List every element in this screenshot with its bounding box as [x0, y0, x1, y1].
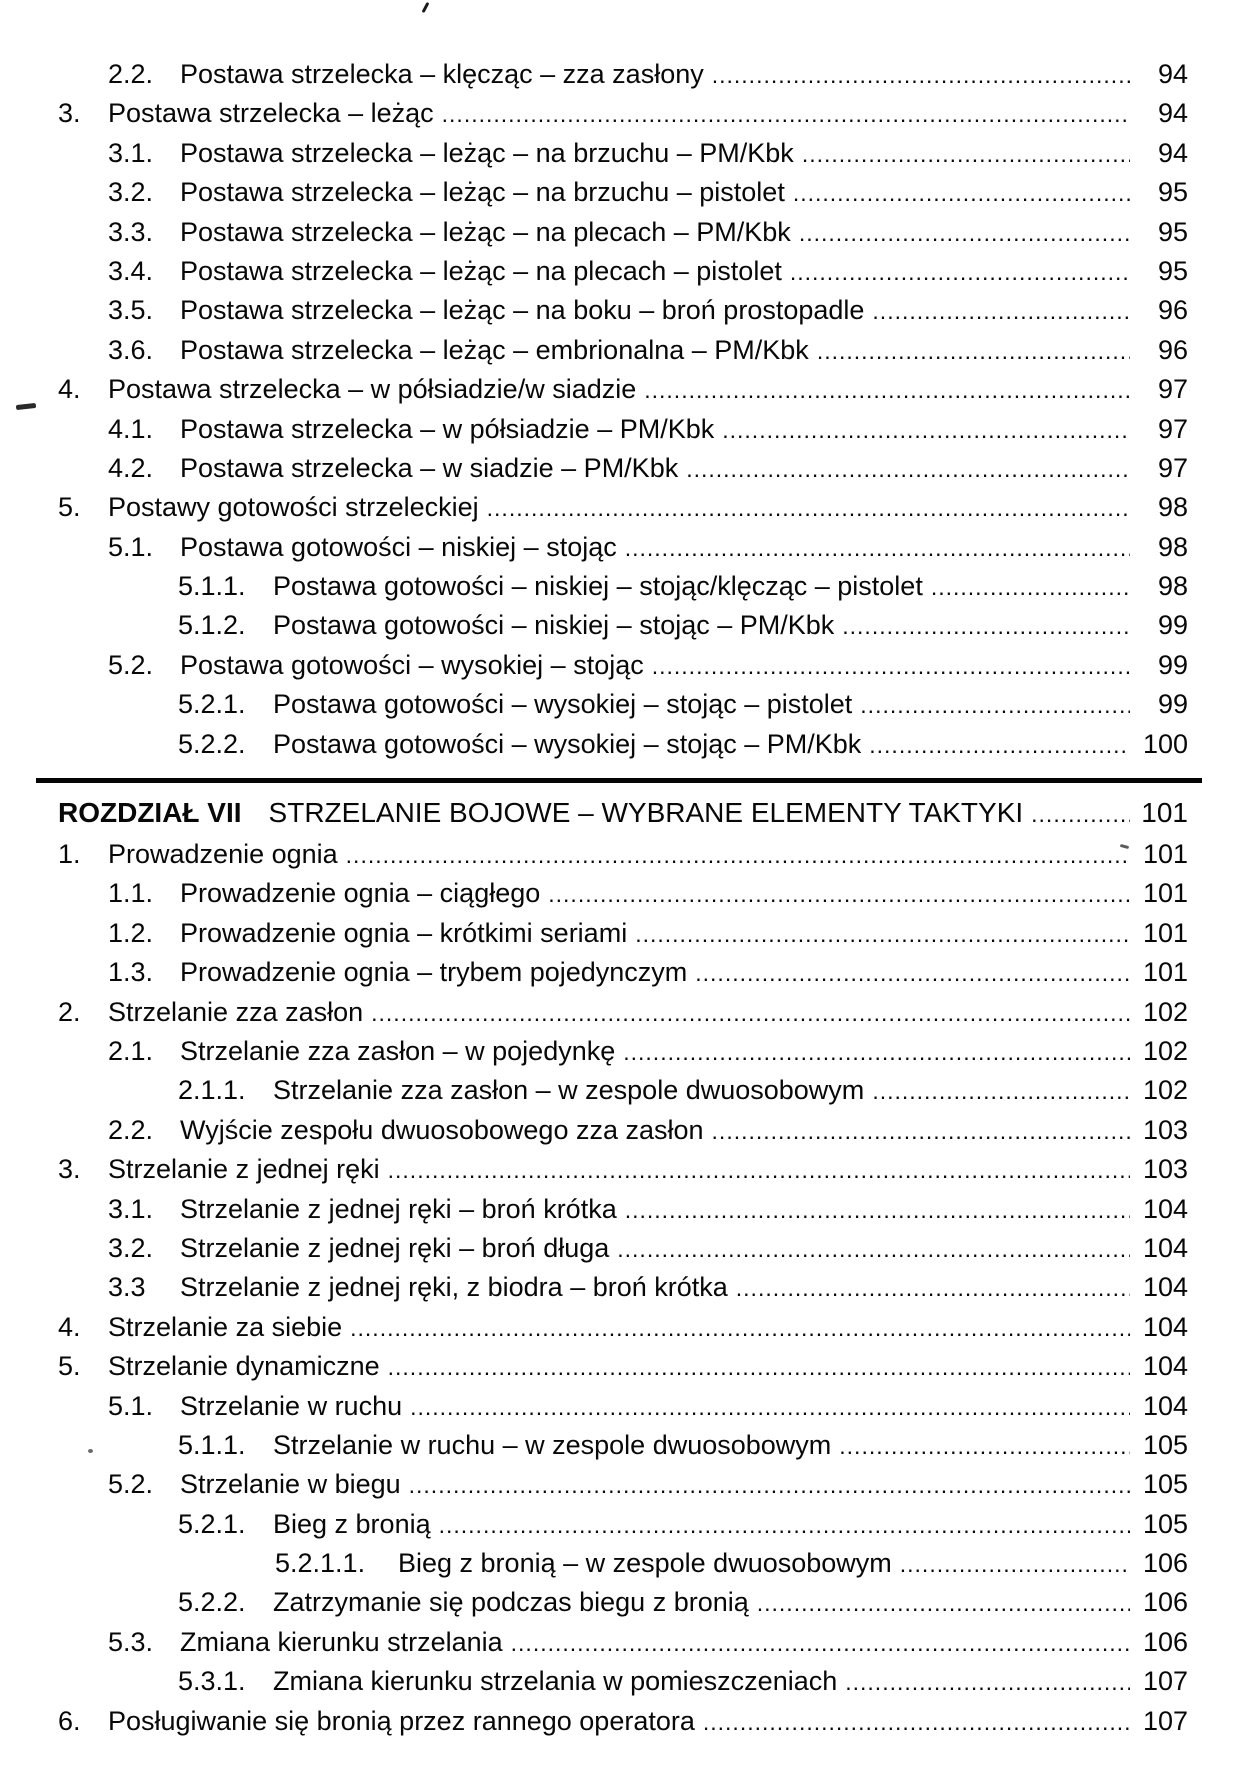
toc-entry: [58, 55, 1188, 94]
toc-entry-number: 3.4.: [108, 255, 154, 286]
toc-entry-number: 5.1.1.: [178, 1429, 246, 1460]
toc-entry: [58, 370, 1188, 409]
dot-leader: [722, 411, 1130, 450]
toc-entry: [58, 94, 1188, 133]
toc-entry-number: 2.1.: [108, 1035, 154, 1066]
toc-entry-title: Postawa gotowości – niskiej – stojąc/klęcząc – pistolet: [273, 571, 923, 602]
toc-entry-page-number: 101: [1142, 839, 1188, 870]
dot-leader: [860, 686, 1130, 725]
toc-entry-title: Postawa gotowości – niskiej – stojąc – PM/Kbk: [273, 610, 835, 641]
toc-entry: [58, 1662, 1188, 1701]
toc-entry-number: 5.2.: [108, 649, 154, 680]
toc-entry: [58, 874, 1188, 913]
toc-entry-page-number: 97: [1157, 374, 1188, 405]
toc-entry-number: 5.: [58, 1351, 81, 1382]
toc-entry-page-number: 101: [1142, 878, 1188, 909]
toc-entry-page-number: 105: [1142, 1469, 1188, 1500]
toc-entry-number: 2.2.: [108, 1114, 154, 1145]
toc-entry-page-number: 95: [1157, 177, 1188, 208]
toc-entry-title: Postawa strzelecka – w siadzie – PM/Kbk: [180, 452, 679, 483]
toc-entry: [58, 1505, 1188, 1544]
toc-entry-page-number: 105: [1142, 1429, 1188, 1460]
toc-entry: [58, 1583, 1188, 1622]
dot-leader: [799, 214, 1130, 253]
toc-entry: [58, 953, 1188, 992]
toc-entry-title: Strzelanie z jednej ręki – broń długa: [180, 1232, 610, 1263]
toc-entry-number: 5.1.: [108, 1390, 154, 1421]
toc-entry: [58, 1544, 1188, 1583]
toc-entry-title: Postawa gotowości – wysokiej – stojąc – pistolet: [273, 689, 853, 720]
toc-entry-number: 3.1.: [108, 1193, 154, 1224]
toc-entry-title: Bieg z bronią – w zespole dwuosobowym: [398, 1548, 892, 1579]
toc-entry-title: Strzelanie za siebie: [108, 1311, 343, 1342]
toc-entry-page-number: 95: [1157, 216, 1188, 247]
toc-entry-title: Wyjście zespołu dwuosobowego zza zasłon: [180, 1114, 704, 1145]
toc-entry-title: Postawa strzelecka – leżąc – embrionalna – PM/Kbk: [180, 334, 809, 365]
scan-artifact-dot: [88, 1449, 93, 1453]
toc-entry-title: Postawa strzelecka – leżąc – na plecach – pistolet: [180, 255, 782, 286]
dot-leader: [931, 568, 1130, 607]
toc-entry-title: Postawa strzelecka – leżąc – na brzuchu – PM/Kbk: [180, 137, 794, 168]
toc-section-before-chapter: [58, 55, 1188, 764]
toc-entry-number: 5.2.2.: [178, 728, 246, 759]
toc-entry: [58, 331, 1188, 370]
toc-entry: [58, 449, 1188, 488]
toc-entry: [58, 725, 1188, 764]
toc-entry-title: Postawa strzelecka – leżąc – na plecach – PM/Kbk: [180, 216, 791, 247]
toc-entry: [58, 1032, 1188, 1071]
toc-entry-title: Postawa gotowości – niskiej – stojąc: [180, 531, 617, 562]
toc-entry-page-number: 107: [1142, 1705, 1188, 1736]
toc-entry-title: Postawa strzelecka – leżąc – na brzuchu – pistolet: [180, 177, 785, 208]
dot-leader: [757, 1584, 1130, 1623]
dot-leader: [712, 1112, 1130, 1151]
toc-entry-number: 1.2.: [108, 917, 154, 948]
toc-entry-page-number: 94: [1157, 137, 1188, 168]
toc-entry: [58, 1308, 1188, 1347]
toc-entry-title: Postawa strzelecka – leżąc – na boku – broń prostopadle: [180, 295, 865, 326]
toc-entry-number: 5.2.2.: [178, 1587, 246, 1618]
toc-entry-number: 5.1.: [108, 531, 154, 562]
toc-entry-number: 5.2.1.: [178, 1508, 246, 1539]
toc-entry: [58, 213, 1188, 252]
toc-entry: [58, 1229, 1188, 1268]
toc-entry: [58, 488, 1188, 527]
toc-entry-number: 2.2.: [108, 59, 154, 89]
toc-entry-page-number: 94: [1157, 98, 1188, 129]
toc-entry: [58, 252, 1188, 291]
toc-entry-page-number: 96: [1157, 334, 1188, 365]
toc-entry-title: Prowadzenie ognia: [108, 839, 338, 870]
toc-entry-number: 4.: [58, 374, 81, 405]
chapter-heading-title: STRZELANIE BOJOWE – WYBRANE ELEMENTY TAKTYKI: [268, 797, 1024, 829]
dot-leader: [644, 371, 1130, 410]
toc-entry-page-number: 95: [1157, 255, 1188, 286]
toc-entry: [58, 1465, 1188, 1504]
dot-leader: [1031, 794, 1130, 834]
dot-leader: [635, 915, 1130, 954]
toc-entry-number: 5.: [58, 492, 81, 523]
toc-entry-number: 3.: [58, 98, 81, 129]
toc-entry-title: Strzelanie zza zasłon – w pojedynkę: [180, 1035, 616, 1066]
toc-entry-page-number: 102: [1142, 1035, 1188, 1066]
toc-entry-page-number: 106: [1142, 1548, 1188, 1579]
toc-entry: [58, 134, 1188, 173]
toc-entry: [58, 1426, 1188, 1465]
toc-entry-page-number: 107: [1142, 1666, 1188, 1697]
toc-entry-number: 1.1.: [108, 878, 154, 909]
toc-entry: [58, 1150, 1188, 1189]
toc-entry-title: Bieg z bronią: [273, 1508, 431, 1539]
toc-entry-title: Postawa gotowości – wysokiej – stojąc: [180, 649, 644, 680]
dot-leader: [487, 489, 1130, 528]
dot-leader: [703, 1703, 1130, 1742]
dot-leader: [712, 56, 1130, 95]
toc-entry-number: 3.1.: [108, 137, 154, 168]
toc-entry-title: Prowadzenie ognia – ciągłego: [180, 878, 541, 909]
toc-entry-number: 6.: [58, 1705, 81, 1736]
chapter-heading-label: ROZDZIAŁ VII: [58, 797, 242, 829]
toc-entry-page-number: 106: [1142, 1626, 1188, 1657]
toc-entry-title: Strzelanie w biegu: [180, 1469, 401, 1500]
toc-entry-title: Postawa strzelecka – leżąc: [108, 98, 434, 129]
dot-leader: [623, 1033, 1130, 1072]
toc-entry-title: Strzelanie zza zasłon – w zespole dwuosobowym: [273, 1075, 865, 1106]
toc-entry-title: Postawa strzelecka – w półsiadzie – PM/Kbk: [180, 413, 715, 444]
dot-leader: [802, 135, 1130, 174]
toc-entry-title: Strzelanie w ruchu: [180, 1390, 403, 1421]
toc-entry-title: Postawa strzelecka – klęcząc – zza zasłony: [180, 59, 704, 89]
toc-entry-page-number: 103: [1142, 1114, 1188, 1145]
toc-entry-number: 3.3: [108, 1272, 146, 1303]
toc-entry-title: Postawy gotowości strzeleckiej: [108, 492, 479, 523]
dot-leader: [511, 1624, 1130, 1663]
toc-entry-page-number: 96: [1157, 295, 1188, 326]
toc-entry-title: Postawa strzelecka – w półsiadzie/w siadzie: [108, 374, 637, 405]
section-divider-rule: [36, 778, 1202, 783]
toc-entry-page-number: 99: [1157, 610, 1188, 641]
toc-entry-page-number: 97: [1157, 452, 1188, 483]
toc-entry-title: Strzelanie dynamiczne: [108, 1351, 380, 1382]
dot-leader: [548, 875, 1130, 914]
toc-entry-title: Strzelanie z jednej ręki, z biodra – broń krótka: [180, 1272, 728, 1303]
toc-entry-page-number: 98: [1157, 531, 1188, 562]
toc-entry-number: 4.2.: [108, 452, 154, 483]
toc-entry-page-number: 97: [1157, 413, 1188, 444]
toc-entry-page-number: 101: [1142, 917, 1188, 948]
toc-entry-page-number: 94: [1157, 59, 1188, 89]
toc-entry-page-number: 102: [1142, 996, 1188, 1027]
toc-entry-page-number: 104: [1142, 1311, 1188, 1342]
dot-leader: [625, 529, 1130, 568]
dot-leader: [686, 450, 1130, 489]
toc-entry: [58, 606, 1188, 645]
toc-entry: [58, 410, 1188, 449]
toc-entry: [58, 1190, 1188, 1229]
toc-entry-number: 5.1.1.: [178, 571, 246, 602]
toc-entry-number: 3.5.: [108, 295, 154, 326]
toc-entry: [58, 646, 1188, 685]
toc-entry: [58, 1268, 1188, 1307]
toc-entry-page-number: 104: [1142, 1193, 1188, 1224]
dot-leader: [842, 607, 1130, 646]
dot-leader: [617, 1230, 1130, 1269]
toc-entry-page-number: 104: [1142, 1232, 1188, 1263]
toc-entry-page-number: 99: [1157, 649, 1188, 680]
toc-entry: [58, 1347, 1188, 1386]
toc-entry-number: 3.2.: [108, 177, 154, 208]
toc-entry-number: 5.1.2.: [178, 610, 246, 641]
toc-entry-page-number: 104: [1142, 1272, 1188, 1303]
toc-entry-title: Strzelanie z jednej ręki – broń krótka: [180, 1193, 617, 1224]
dot-leader: [346, 836, 1130, 875]
toc-entry: [58, 173, 1188, 212]
toc-entry-title: Postawa gotowości – wysokiej – stojąc – PM/Kbk: [273, 728, 862, 759]
toc-entry: [58, 528, 1188, 567]
toc-entry-page-number: 99: [1157, 689, 1188, 720]
dot-leader: [793, 174, 1130, 213]
toc-entry-title: Strzelanie w ruchu – w zespole dwuosobowym: [273, 1429, 832, 1460]
toc-entry: [58, 685, 1188, 724]
toc-entry-number: 2.1.1.: [178, 1075, 246, 1106]
dot-leader: [845, 1663, 1130, 1702]
dot-leader: [872, 292, 1130, 331]
dot-leader: [388, 1348, 1130, 1387]
toc-entry: [58, 1387, 1188, 1426]
toc-entry-number: 2.: [58, 996, 81, 1027]
toc-entry-number: 3.3.: [108, 216, 154, 247]
toc-entry-number: 5.2.: [108, 1469, 154, 1500]
toc-entry-number: 4.1.: [108, 413, 154, 444]
chapter-heading-page-number: 101: [1141, 797, 1188, 829]
toc-entry-number: 3.: [58, 1154, 81, 1185]
dot-leader: [410, 1388, 1130, 1427]
toc-entry: [58, 835, 1188, 874]
toc-entry-title: Posługiwanie się bronią przez rannego operatora: [108, 1705, 695, 1736]
toc-entry-page-number: 104: [1142, 1390, 1188, 1421]
dot-leader: [442, 95, 1130, 134]
dot-leader: [872, 1072, 1130, 1111]
dot-leader: [839, 1427, 1130, 1466]
toc-entry-title: Zmiana kierunku strzelania w pomieszczeniach: [273, 1666, 838, 1697]
toc-entry-title: Strzelanie zza zasłon: [108, 996, 364, 1027]
dot-leader: [736, 1269, 1130, 1308]
toc-entry-page-number: 102: [1142, 1075, 1188, 1106]
dot-leader: [869, 726, 1130, 765]
dot-leader: [817, 332, 1130, 371]
toc-entry-page-number: 105: [1142, 1508, 1188, 1539]
toc-entry-title: Prowadzenie ognia – krótkimi seriami: [180, 917, 628, 948]
toc-entry: [58, 993, 1188, 1032]
toc-entry: [58, 1111, 1188, 1150]
toc-entry-number: 1.3.: [108, 957, 154, 988]
toc-entry-number: 5.2.1.1.: [275, 1548, 366, 1579]
toc-entry-title: Zatrzymanie się podczas biegu z bronią: [273, 1587, 749, 1618]
dot-leader: [652, 647, 1130, 686]
toc-entry-number: 3.2.: [108, 1232, 154, 1263]
dot-leader: [388, 1151, 1130, 1190]
toc-entry-page-number: 103: [1142, 1154, 1188, 1185]
toc-entry-number: 1.: [58, 839, 81, 870]
toc-entry-number: 5.3.: [108, 1626, 154, 1657]
toc-entry-title: Strzelanie z jednej ręki: [108, 1154, 380, 1185]
toc-entry-page-number: 100: [1142, 728, 1188, 759]
toc-entry-page-number: 98: [1157, 492, 1188, 523]
dot-leader: [371, 994, 1130, 1033]
toc-entry: [58, 567, 1188, 606]
toc-entry-title: Zmiana kierunku strzelania: [180, 1626, 503, 1657]
dot-leader: [625, 1191, 1130, 1230]
dot-leader: [790, 253, 1130, 292]
toc-entry: [58, 1702, 1188, 1741]
toc-entry: [58, 1071, 1188, 1110]
toc-entry-number: 4.: [58, 1311, 81, 1342]
dot-leader: [439, 1506, 1130, 1545]
dot-leader: [900, 1545, 1130, 1584]
toc-section-after-chapter: [58, 835, 1188, 1741]
toc-entry-page-number: 101: [1142, 957, 1188, 988]
toc-entry-number: 5.3.1.: [178, 1666, 246, 1697]
toc-entry-number: 3.6.: [108, 334, 154, 365]
toc-entry-title: Prowadzenie ognia – trybem pojedynczym: [180, 957, 688, 988]
toc-entry-page-number: 104: [1142, 1351, 1188, 1382]
dot-leader: [350, 1309, 1130, 1348]
toc-entry-number: 5.2.1.: [178, 689, 246, 720]
toc-entry: [58, 1623, 1188, 1662]
toc-entry-page-number: 98: [1157, 571, 1188, 602]
dot-leader: [409, 1466, 1130, 1505]
toc-entry: [58, 291, 1188, 330]
toc-entry-page-number: 106: [1142, 1587, 1188, 1618]
toc-entry: [58, 914, 1188, 953]
chapter-heading-row: [58, 793, 1188, 833]
dot-leader: [695, 954, 1130, 993]
